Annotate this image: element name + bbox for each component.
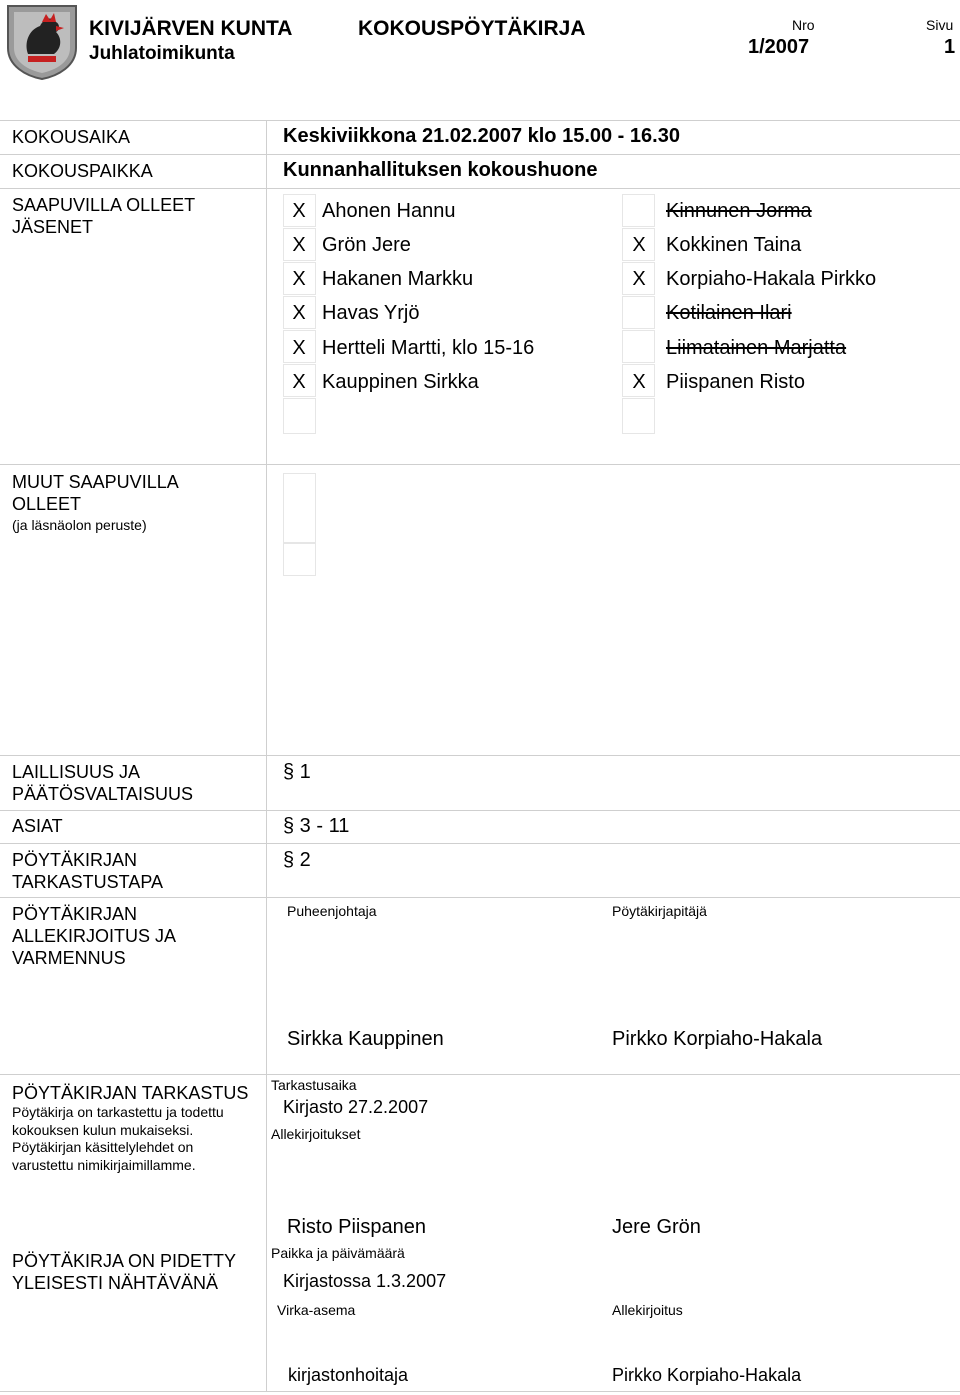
page-label: Sivu <box>926 17 954 33</box>
attendance-mark: X <box>632 234 646 256</box>
check-method-section: § 2 <box>283 849 311 871</box>
signing-label-line: PÖYTÄKIRJAN <box>12 904 138 924</box>
meeting-place-label: KOKOUSPAIKKA <box>12 161 153 181</box>
members-label-line: SAAPUVILLA OLLEET <box>12 195 196 215</box>
secretary-name: Pirkko Korpiaho-Hakala <box>612 1028 823 1050</box>
attendance-box <box>283 473 316 543</box>
signature-value: Pirkko Korpiaho-Hakala <box>612 1365 802 1385</box>
signing-label-line: ALLEKIRJOITUS JA <box>12 926 177 946</box>
number-value: 1/2007 <box>748 36 810 58</box>
position-value: kirjastonhoitaja <box>288 1365 409 1385</box>
others-label <box>12 471 179 535</box>
signing-label <box>12 903 176 969</box>
attendance-mark: X <box>632 371 646 393</box>
signing-label-line: VARMENNUS <box>12 948 126 968</box>
attendance-mark: X <box>292 200 306 222</box>
check-method-label-line: TARKASTUSTAPA <box>12 872 164 892</box>
member-name-struck: Kotilainen Ilari <box>666 302 792 324</box>
position-label: Virka-asema <box>277 1302 356 1318</box>
page-value: 1 <box>944 36 956 58</box>
number-label: Nro <box>792 17 815 33</box>
divider <box>0 120 960 121</box>
member-name: Kauppinen Sirkka <box>322 371 479 393</box>
secretary-label: Pöytäkirjapitäjä <box>612 903 707 919</box>
inspection-desc: Pöytäkirjan käsittelylehdet on <box>12 1139 194 1155</box>
meeting-time-label: KOKOUSAIKA <box>12 127 131 147</box>
public-notice-label-line: PÖYTÄKIRJA ON PIDETTY <box>12 1251 237 1271</box>
others-label-line: MUUT SAAPUVILLA <box>12 472 179 492</box>
divider <box>0 897 960 898</box>
municipality-crest <box>6 4 78 80</box>
inspection-desc: Pöytäkirja on tarkastettu ja todettu <box>12 1104 224 1120</box>
check-method-label <box>12 849 163 893</box>
member-name-struck: Liimatainen Marjatta <box>666 337 847 359</box>
legality-section: § 1 <box>283 761 311 783</box>
member-name: Grön Jere <box>322 234 411 256</box>
committee-name: Juhlatoimikunta <box>89 43 235 64</box>
inspector-name: Risto Piispanen <box>287 1216 426 1238</box>
attendance-box <box>622 398 655 434</box>
attendance-mark: X <box>292 302 306 324</box>
attendance-box <box>622 296 655 329</box>
matters-label: ASIAT <box>12 816 63 836</box>
legality-label <box>12 761 193 805</box>
member-name: Korpiaho-Hakala Pirkko <box>666 268 877 290</box>
divider <box>0 843 960 844</box>
member-name: Havas Yrjö <box>322 302 420 324</box>
place-date-label: Paikka ja päivämäärä <box>271 1245 405 1261</box>
attendance-box <box>622 330 655 363</box>
divider <box>0 755 960 756</box>
attendance-mark: X <box>292 234 306 256</box>
member-name: Hakanen Markku <box>322 268 474 290</box>
check-method-label-line: PÖYTÄKIRJAN <box>12 850 138 870</box>
place-date-value: Kirjastossa 1.3.2007 <box>283 1271 447 1291</box>
member-name-struck: Kinnunen Jorma <box>666 200 812 222</box>
members-label-line: JÄSENET <box>12 217 94 237</box>
others-label-sub: (ja läsnäolon peruste) <box>12 517 147 533</box>
attendance-box <box>283 398 316 434</box>
municipality-name: KIVIJÄRVEN KUNTA <box>89 17 293 40</box>
member-name: Kokkinen Taina <box>666 234 802 256</box>
meeting-place-value: Kunnanhallituksen kokoushuone <box>283 159 598 181</box>
inspection-title: PÖYTÄKIRJAN TARKASTUS <box>12 1083 249 1103</box>
legality-label-line: LAILLISUUS JA <box>12 762 141 782</box>
members-label <box>12 194 195 238</box>
signature-label: Allekirjoitus <box>612 1302 683 1318</box>
divider <box>0 154 960 155</box>
inspection-desc: varustettu nimikirjaimillamme. <box>12 1156 196 1173</box>
divider <box>0 1074 960 1075</box>
member-name: Ahonen Hannu <box>322 200 456 222</box>
meeting-time-value: Keskiviikkona 21.02.2007 klo 15.00 - 16.30 <box>283 125 680 147</box>
inspector-name: Jere Grön <box>612 1216 701 1238</box>
inspection-time-value: Kirjasto 27.2.2007 <box>283 1097 429 1117</box>
document-type: KOKOUSPÖYTÄKIRJA <box>358 17 586 40</box>
inspection-desc: kokouksen kulun mukaiseksi. <box>12 1121 194 1138</box>
public-notice-label-line: YLEISESTI NÄHTÄVÄNÄ <box>12 1273 219 1293</box>
member-name: Piispanen Risto <box>666 371 805 393</box>
inspection-label <box>12 1082 248 1174</box>
attendance-box <box>622 194 655 227</box>
divider <box>0 188 960 189</box>
member-name: Hertteli Martti, klo 15-16 <box>322 337 535 359</box>
chair-label: Puheenjohtaja <box>287 903 377 919</box>
divider <box>0 1391 960 1392</box>
attendance-box <box>283 543 316 576</box>
inspection-time-label: Tarkastusaika <box>271 1077 357 1093</box>
divider <box>0 464 960 465</box>
matters-sections: § 3 - 11 <box>283 815 350 837</box>
attendance-mark: X <box>632 268 646 290</box>
public-notice-label <box>12 1250 236 1294</box>
attendance-mark: X <box>292 268 306 290</box>
column-divider <box>266 120 267 1391</box>
attendance-mark: X <box>292 337 306 359</box>
divider <box>0 810 960 811</box>
legality-label-line: PÄÄTÖSVALTAISUUS <box>12 784 194 804</box>
others-label-line: OLLEET <box>12 494 82 514</box>
signatures-label: Allekirjoitukset <box>271 1126 361 1142</box>
attendance-mark: X <box>292 371 306 393</box>
chair-name: Sirkka Kauppinen <box>287 1028 444 1050</box>
